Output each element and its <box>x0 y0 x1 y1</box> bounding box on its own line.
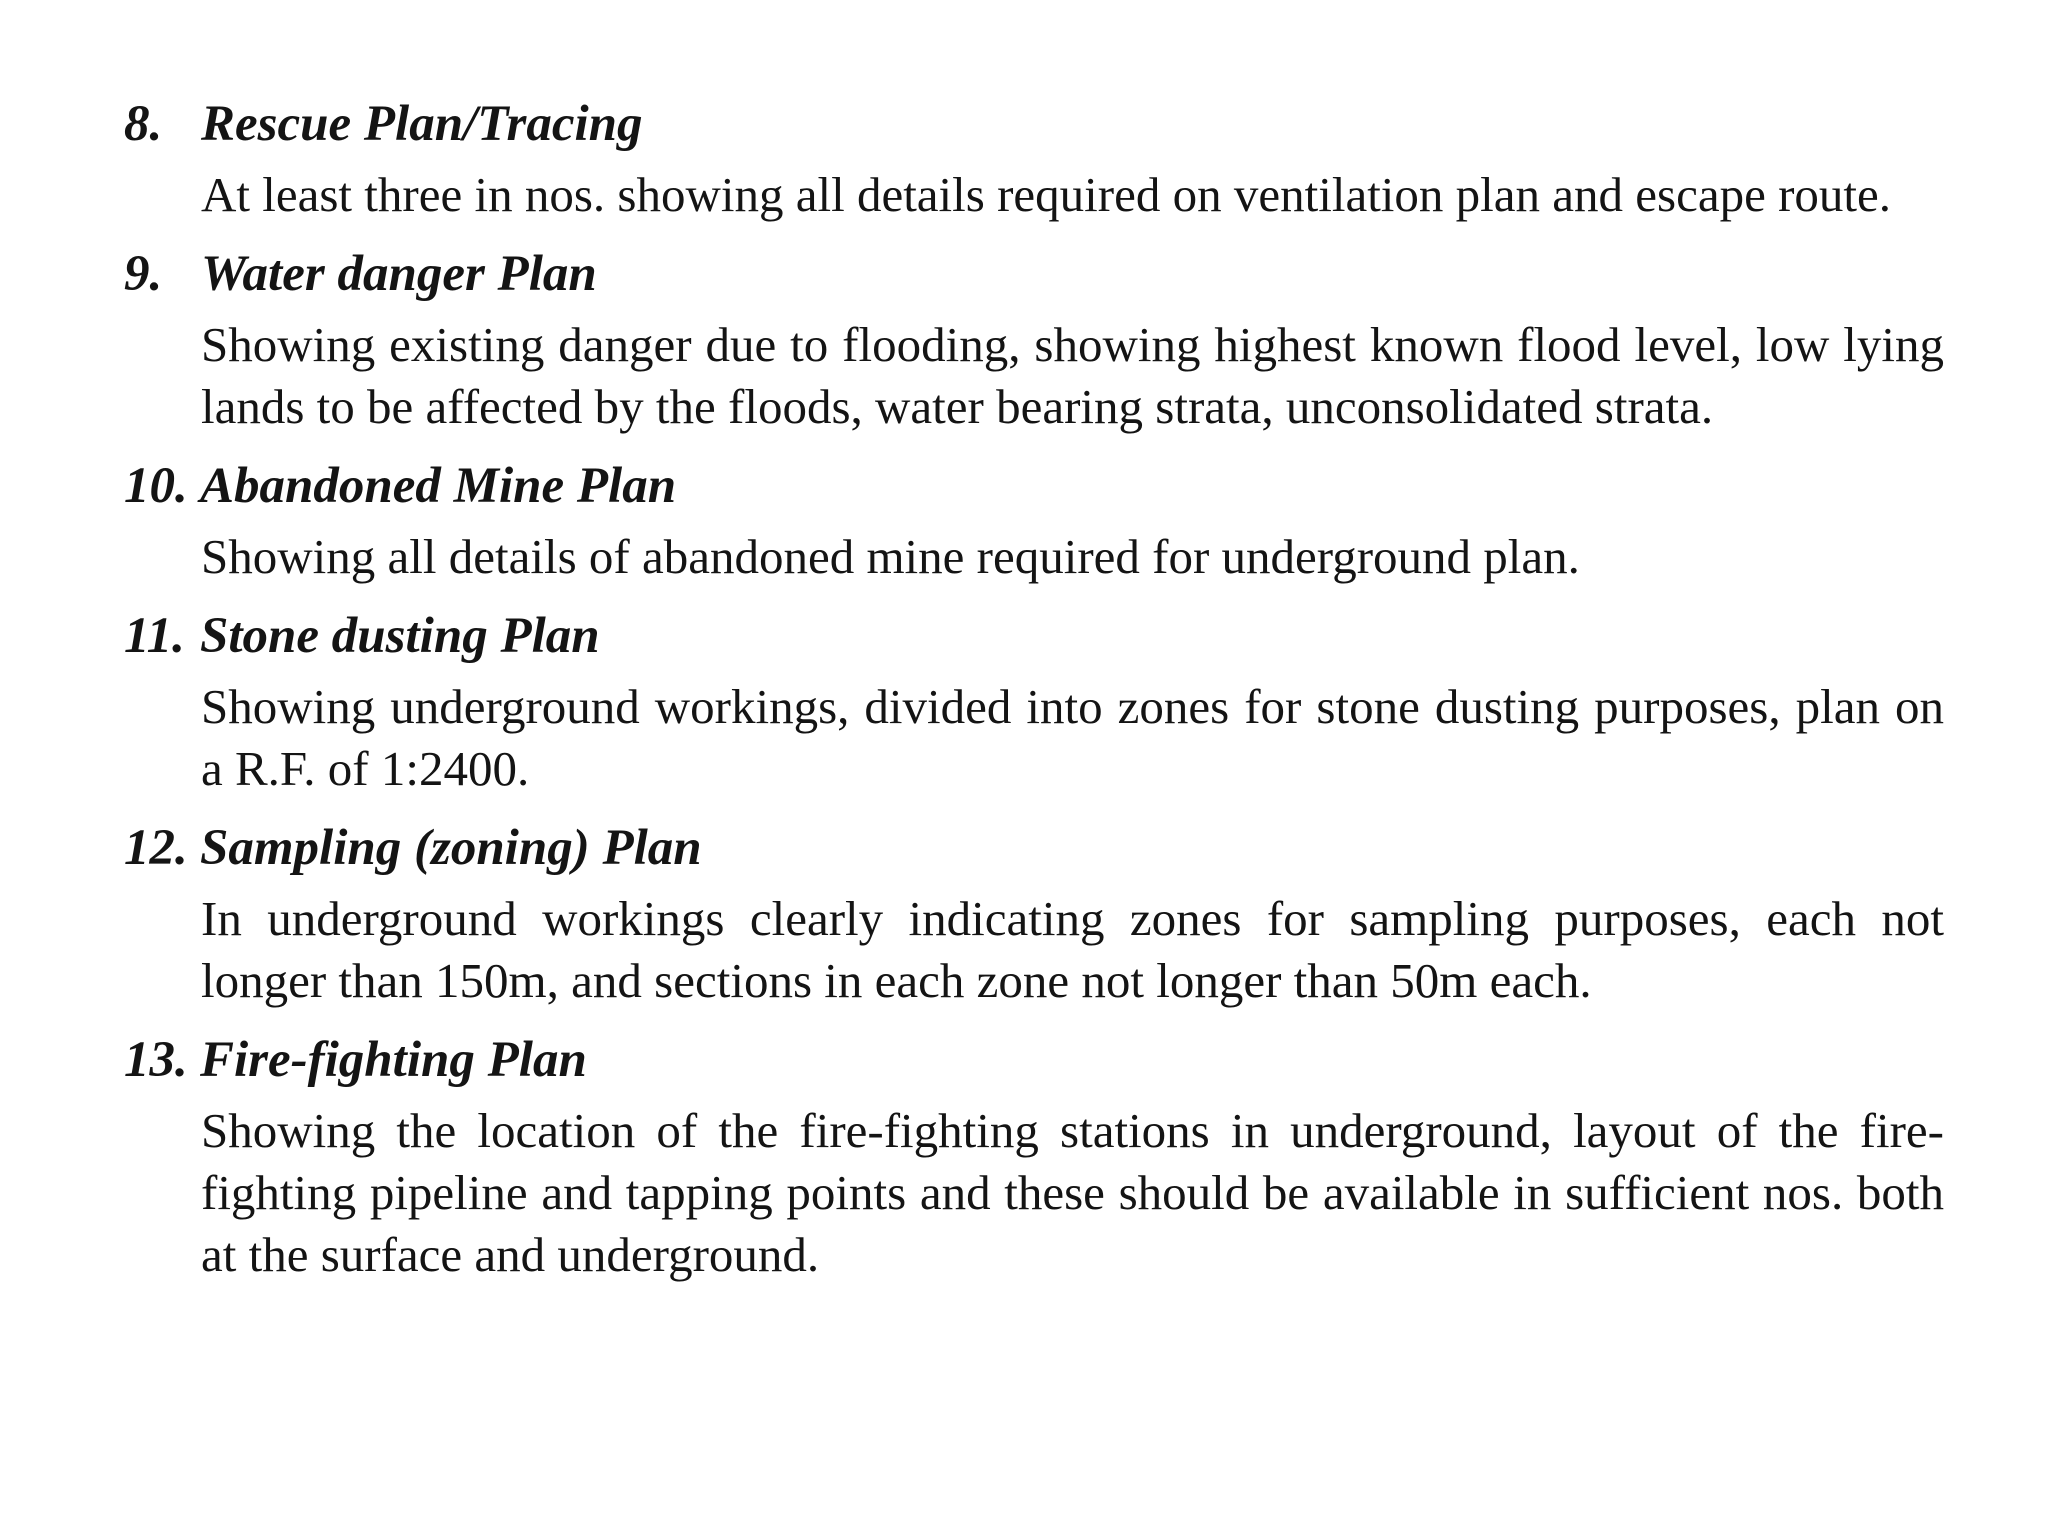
section-text: Showing existing danger due to flooding, showing highest known flood level, low lying lands to be affected by the floods, water bearing strata, unconsolidated strata. <box>201 317 1944 434</box>
section-number: 9. <box>124 246 163 302</box>
section-title: Fire-fighting Plan <box>200 1032 587 1088</box>
section-heading <box>0 88 2048 160</box>
section-number: 8. <box>124 96 163 152</box>
section-title: Abandoned Mine Plan <box>200 458 677 514</box>
section-number: 11. <box>124 608 185 664</box>
section-number: 12. <box>124 820 188 876</box>
section-text: At least three in nos. showing all details required on ventilation plan and escape route. <box>201 167 1892 222</box>
section-sampling-plan <box>0 812 2048 1012</box>
section-water-danger-plan <box>0 238 2048 438</box>
section-heading <box>0 1024 2048 1096</box>
section-number: 10. <box>124 458 188 514</box>
section-text: Showing the location of the fire-fighting stations in underground, layout of the fire-fighting pipeline and tapping points and these should be available in sufficient nos. both at the surface and underground. <box>201 1103 1944 1282</box>
section-heading <box>0 238 2048 310</box>
section-heading <box>0 450 2048 522</box>
section-text: Showing all details of abandoned mine required for underground plan. <box>201 529 1580 584</box>
section-title: Sampling (zoning) Plan <box>200 820 702 876</box>
section-rescue-plan <box>0 88 2048 226</box>
section-text: Showing underground workings, divided into zones for stone dusting purposes, plan on a R.F. of 1:2400. <box>201 679 1944 796</box>
section-heading <box>0 812 2048 884</box>
section-title: Stone dusting Plan <box>200 608 600 664</box>
section-text: In underground workings clearly indicating zones for sampling purposes, each not longer than 150m, and sections in each zone not longer than 50m each. <box>201 891 1944 1008</box>
section-title: Water danger Plan <box>201 246 597 302</box>
section-heading <box>0 600 2048 672</box>
section-fire-fighting-plan <box>0 1024 2048 1286</box>
section-title: Rescue Plan/Tracing <box>201 96 643 152</box>
section-stone-dusting-plan <box>0 600 2048 800</box>
section-abandoned-mine-plan <box>0 450 2048 588</box>
section-number: 13. <box>124 1032 188 1088</box>
